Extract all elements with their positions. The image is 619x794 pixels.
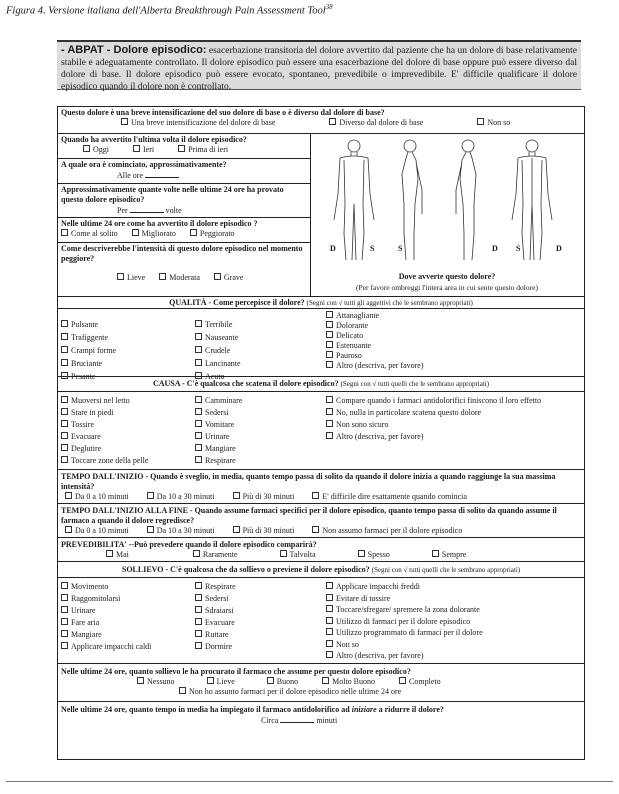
- body-back-figure: [512, 140, 552, 260]
- body-figures-svg[interactable]: [310, 134, 584, 272]
- qualita-col3: [326, 311, 424, 371]
- q4-question: Approssimativamente quante volte nelle ultime 24 ore ha provato questo dolore episodico?: [61, 185, 284, 204]
- definition-box: [57, 40, 581, 90]
- qualita-options: [58, 309, 584, 381]
- causa-option[interactable]: Stare in piedi: [61, 407, 148, 419]
- causa-col3: [326, 395, 581, 443]
- causa-option[interactable]: Sedersi: [195, 407, 242, 419]
- q1-option[interactable]: Non so: [477, 118, 510, 127]
- body-map[interactable]: [310, 134, 584, 296]
- causa-option[interactable]: Evacuare: [61, 431, 148, 443]
- tempo-fine-option[interactable]: Da 10 a 30 minuti: [147, 526, 215, 535]
- causa-option[interactable]: No, nulla in particolare scatena questo dolore: [326, 407, 581, 419]
- sollievo-option[interactable]: Urinare: [61, 605, 151, 617]
- definition-text: esacerbazione transitoria del dolore avvertito dal paziente che ha un dolore di base relativamente stabile e adeguatamente controllato. Il dolore episodico può essere una esacerbazione del dolore di base oppure può essere diverso dal dolore di base. Il dolore episodico può essere evocato, spontaneo, prevedibile o imprevedibile. E' difficile qualificare il dolore episodico quando il dolore non è controllato.: [61, 46, 577, 92]
- q5-option[interactable]: Come al solito: [61, 229, 118, 238]
- qualita-option[interactable]: Pauroso: [326, 351, 424, 361]
- q6-section: [58, 243, 310, 295]
- causa-option[interactable]: Muoversi nel letto: [61, 395, 148, 407]
- causa-option[interactable]: Non sono sicuro: [326, 419, 581, 431]
- q5-option[interactable]: Migliorato: [132, 229, 176, 238]
- sollievo-option[interactable]: Altro (descriva, per favore): [326, 650, 483, 662]
- q2-option[interactable]: Prima di ieri: [178, 145, 228, 154]
- q3-answer-label: Alle ore: [117, 171, 143, 180]
- prevedibilita-option[interactable]: Talvolta: [280, 550, 316, 559]
- q6-option[interactable]: Moderata: [159, 273, 200, 282]
- qualita-option[interactable]: Delicato: [326, 331, 424, 341]
- page-rule: [6, 781, 613, 782]
- q1-question: Questo dolore è una breve intensificazione del suo dolore di base o è diverso dal dolore di base?: [61, 108, 385, 117]
- prevedibilita-section: PREVEDIBILITA' --Può prevedere quando il dolore episodico comparirà? Mai Raramente Talvolta Spesso Sempre: [58, 538, 584, 562]
- prevedibilita-option[interactable]: Sempre: [432, 550, 466, 559]
- qualita-option[interactable]: Nauseante: [195, 333, 241, 343]
- qualita-option[interactable]: Lancinante: [195, 359, 241, 369]
- sollievo-option[interactable]: Fare aria: [61, 617, 151, 629]
- q2-option[interactable]: Oggi: [83, 145, 109, 154]
- sollievo-option[interactable]: Dormire: [195, 641, 236, 653]
- q3-section: [58, 159, 310, 184]
- q2-option[interactable]: Ieri: [133, 145, 154, 154]
- q6-question: Come descriverebbe l'intensità di questo dolore episodico nel momento peggiore?: [61, 244, 303, 263]
- q2-question: Quando ha avvertito l'ultima volta il dolore episodico?: [61, 135, 247, 144]
- tempo-inizio-option[interactable]: Più di 30 minuti: [233, 492, 295, 501]
- sollievo24-option[interactable]: Nessuno: [137, 677, 175, 686]
- q1-section: [58, 107, 584, 134]
- qualita-header: QUALITÀ - Come percepisce il dolore? (Segni con √ tutti gli aggettivi che le sembrano appropriati): [58, 296, 584, 309]
- tempo-medio-question: Nelle ultime 24 ore, quanto tempo in media ha impiegato il farmaco antidolorifico ad iniziare a ridurre il dolore?: [61, 705, 444, 714]
- q5-section: [58, 218, 310, 243]
- q4-count-field[interactable]: [130, 205, 164, 213]
- body-map-note: (Per favore ombreggi l'intera area in cui sente questo dolore): [356, 283, 538, 292]
- qualita-col2: [195, 320, 241, 382]
- tempo-medio-minutes-field[interactable]: [280, 715, 314, 723]
- sollievo24-option[interactable]: Molto Buono: [322, 677, 375, 686]
- prevedibilita-option[interactable]: Spesso: [358, 550, 390, 559]
- q1-option[interactable]: Diverso dal dolore di base: [329, 118, 423, 127]
- causa-option[interactable]: Respirare: [195, 455, 242, 467]
- sollievo-option[interactable]: Non so: [326, 639, 483, 651]
- sollievo-option[interactable]: Applicare impacchi freddi: [326, 581, 483, 593]
- tempo-inizio-option[interactable]: Da 10 a 30 minuti: [147, 492, 215, 501]
- sollievo-option[interactable]: Applicare impacchi caldi: [61, 641, 151, 653]
- q1-option[interactable]: Una breve intensificazione del dolore di base: [121, 118, 275, 127]
- qualita-option[interactable]: Acuto: [195, 372, 241, 382]
- tempo-medio-section: Nelle ultime 24 ore, quanto tempo in media ha impiegato il farmaco antidolorifico ad iniziare a ridurre il dolore? Circa minuti: [58, 702, 584, 759]
- qualita-option[interactable]: Crampi forme: [61, 346, 116, 356]
- sollievo24-section: [58, 664, 584, 702]
- sollievo-option[interactable]: Evitare di tossire: [326, 593, 483, 605]
- qualita-option[interactable]: Terribile: [195, 320, 241, 330]
- label-right-2: D: [492, 244, 498, 253]
- label-left: S: [370, 244, 375, 253]
- causa-option[interactable]: Mangiare: [195, 443, 242, 455]
- sollievo-options: [58, 578, 584, 664]
- sollievo-header: SOLLIEVO - C'è qualcosa che da sollievo o previene il dolore episodico? (Segni con √ tutti quelli che le sembrano appropriati): [58, 562, 584, 578]
- sollievo-option[interactable]: Ruttare: [195, 629, 236, 641]
- tempo-fine-section: TEMPO DALL'INIZIO ALLA FINE - Quando assume farmaci specifici per il dolore episodico, quanto tempo passa di solito da quando assume il farmaco a quando il dolore regredisce? Da 0 a 10 minuti Da 10 a 30 minuti Più di 30 minuti Non assumo farmaci per il dolore episodico: [58, 504, 584, 538]
- q3-time-field[interactable]: [145, 170, 179, 178]
- causa-option[interactable]: Compare quando i farmaci antidolorifici finiscono il loro effetto: [326, 395, 581, 407]
- body-map-question: Dove avverte questo dolore?: [398, 272, 496, 281]
- sollievo-option[interactable]: Evacuare: [195, 617, 236, 629]
- qualita-col1: [61, 320, 116, 382]
- sollievo24-option[interactable]: Buono: [267, 677, 298, 686]
- sollievo-option[interactable]: Sedersi: [195, 593, 236, 605]
- label-left-3: S: [516, 244, 521, 253]
- body-side-figure: [402, 140, 422, 260]
- sollievo-option[interactable]: Toccare/sfregare/ spremere la zona dolorante: [326, 604, 483, 616]
- label-left-2: S: [398, 244, 403, 253]
- sollievo24-option-none[interactable]: Non ho assunto farmaci per il dolore episodico nelle ultime 24 ore: [179, 687, 401, 696]
- sollievo-option[interactable]: Respirare: [195, 581, 236, 593]
- figure-caption: Figura 4. Versione italiana dell'Alberta Breakthrough Pain Assessment Tool$^{38}$: [6, 3, 333, 17]
- assessment-form: [57, 106, 585, 760]
- sollievo-option[interactable]: Utilizzo di farmaci per il dolore episodico: [326, 616, 483, 628]
- causa-option[interactable]: Deglutire: [61, 443, 148, 455]
- body-side-figure-2: [456, 140, 476, 260]
- qualita-option[interactable]: Pesante: [61, 372, 116, 382]
- tempo-inizio-section: TEMPO DALL'INIZIO - Quando è sveglio, in media, quanto tempo passa di solito da quando il dolore inizia a quando raggiunge la sua massima intensità? Da 0 a 10 minuti Da 10 a 30 minuti Più di 30 minuti E' difficile dire esattamente quando comincia: [58, 470, 584, 504]
- q4-section: Approssimativamente quante volte nelle ultime 24 ore ha provato questo dolore episodico? Per volte: [58, 184, 310, 218]
- tempo-fine-option[interactable]: Da 0 a 10 minuti: [65, 526, 129, 535]
- sollievo-option[interactable]: Movimento: [61, 581, 151, 593]
- causa-option[interactable]: Vomitare: [195, 419, 242, 431]
- sollievo24-option[interactable]: Lieve: [207, 677, 235, 686]
- qualita-option[interactable]: Bruciante: [61, 359, 116, 369]
- qualita-option[interactable]: Attanagliante: [326, 311, 424, 321]
- q6-option[interactable]: Lieve: [117, 273, 145, 282]
- sollievo-option[interactable]: Mangiare: [61, 629, 151, 641]
- label-right-3: D: [556, 244, 562, 253]
- q2-section: [58, 134, 310, 159]
- left-questions: [58, 134, 311, 296]
- sollievo24-question: Nelle ultime 24 ore, quanto sollievo le ha procurato il farmaco che assume per questo dolore episodico?: [61, 667, 411, 676]
- tempo-inizio-option[interactable]: Da 0 a 10 minuti: [65, 492, 129, 501]
- body-front-figure: [334, 140, 374, 260]
- q5-question: Nelle ultime 24 ore come ha avvertito il dolore episodico ?: [61, 219, 258, 228]
- qualita-option[interactable]: Estenuante: [326, 341, 424, 351]
- prevedibilita-option[interactable]: Mai: [106, 550, 129, 559]
- tempo-fine-option[interactable]: Più di 30 minuti: [233, 526, 295, 535]
- qualita-option[interactable]: Altro (descriva, per favore): [326, 361, 424, 371]
- sollievo-col1: [61, 581, 151, 653]
- prevedibilita-option[interactable]: Raramente: [193, 550, 238, 559]
- sollievo-option[interactable]: Sdraiarsi: [195, 605, 236, 617]
- causa-col1: [61, 395, 148, 467]
- sollievo-option[interactable]: Raggomitolarsi: [61, 593, 151, 605]
- causa-col2: [195, 395, 242, 467]
- causa-header: CAUSA - C'è qualcosa che scatena il dolore episodico? (Segni con √ tutti quelli che le sembrano appropriati): [58, 377, 584, 392]
- causa-option[interactable]: Altro (descriva, per favore): [326, 431, 581, 443]
- label-right: D: [330, 244, 336, 253]
- definition-heading: - ABPAT - Dolore episodico:: [61, 44, 207, 56]
- qualita-option[interactable]: Crudele: [195, 346, 241, 356]
- causa-option[interactable]: Camminare: [195, 395, 242, 407]
- sollievo-option[interactable]: Utilizzo programmato di farmaci per il dolore: [326, 627, 483, 639]
- qualita-option[interactable]: Trafiggente: [61, 333, 116, 343]
- causa-options: [58, 392, 584, 470]
- tempo-inizio-option[interactable]: E' difficile dire esattamente quando comincia: [312, 492, 467, 501]
- causa-option[interactable]: Tossire: [61, 419, 148, 431]
- causa-option[interactable]: Urinare: [195, 431, 242, 443]
- causa-option[interactable]: Toccare zone della pelle: [61, 455, 148, 467]
- sollievo24-option[interactable]: Completo: [399, 677, 441, 686]
- sollievo-col2: [195, 581, 236, 653]
- tempo-fine-option[interactable]: Non assumo farmaci per il dolore episodico: [312, 526, 462, 535]
- qualita-option[interactable]: Pulsante: [61, 320, 116, 330]
- q5-option[interactable]: Peggiorato: [190, 229, 235, 238]
- sollievo-col3: [326, 581, 483, 662]
- qualita-option[interactable]: Dolorante: [326, 321, 424, 331]
- q3-question: A quale ora è cominciato, approssimativamente?: [61, 160, 227, 169]
- q6-option[interactable]: Grave: [214, 273, 244, 282]
